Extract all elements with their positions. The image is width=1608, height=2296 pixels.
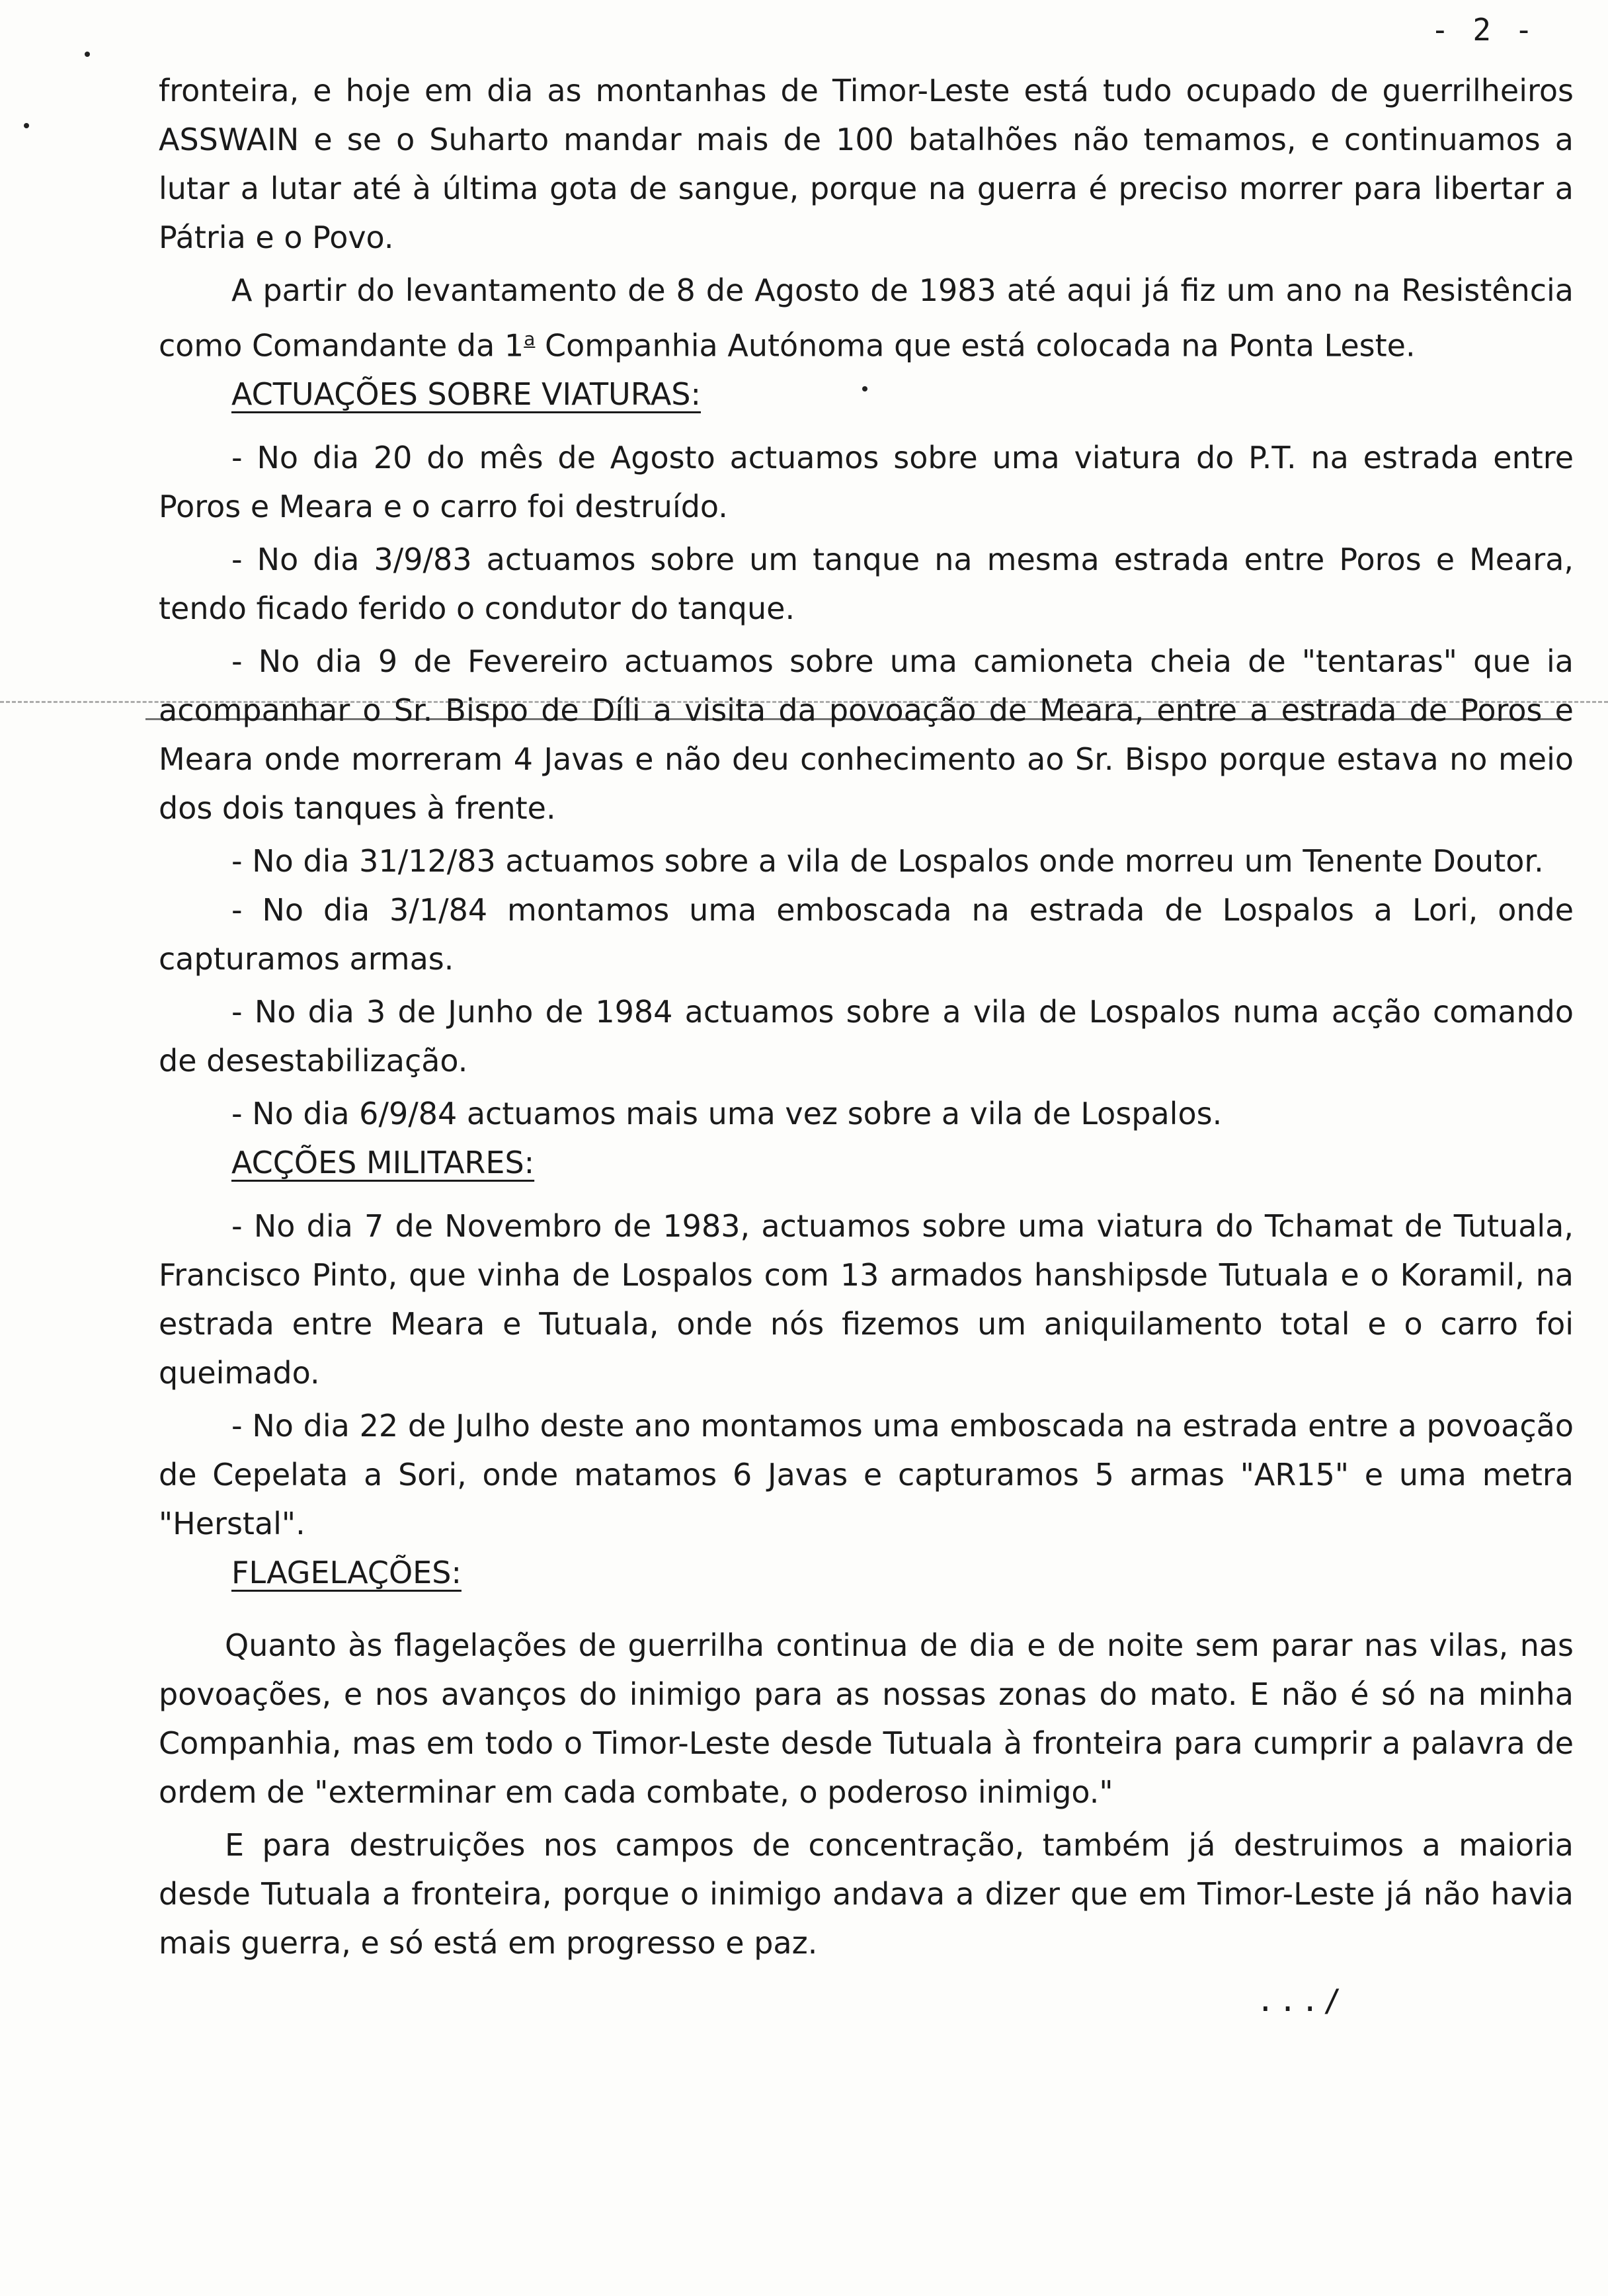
list-item: - No dia 20 do mês de Agosto actuamos sobre uma viatura do P.T. na estrada entre Poros e Meara e o carro foi destruído.: [159, 440, 1574, 525]
scan-speck: [85, 52, 90, 57]
section-heading-militares: ACÇÕES MILITARES:: [231, 1145, 535, 1181]
list-item: - No dia 6/9/84 actuamos mais uma vez sobre a vila de Lospalos.: [231, 1096, 1223, 1132]
paragraph-resistance: [159, 266, 1574, 370]
document-body: [159, 66, 1574, 1967]
scan-speck: [24, 123, 29, 128]
list-item: - No dia 31/12/83 actuamos sobre a vila de Lospalos onde morreu um Tenente Doutor.: [231, 843, 1544, 880]
paragraph-destruicoes: E para destruições nos campos de concentração, também já destruimos a maioria desde Tutuala a fronteira, porque o inimigo andava a dizer que em Timor-Leste já não havia mais guerra, e só está em progresso e paz.: [159, 1827, 1574, 1961]
ordinal-superscript: a: [524, 328, 536, 350]
paragraph-resistance-text-end: Companhia Autónoma que está colocada na Ponta Leste.: [535, 327, 1416, 364]
continuation-mark: .../: [1256, 1983, 1346, 2018]
paragraph-flagelacoes: Quanto às flagelações de guerrilha continua de dia e de noite sem parar nas vilas, nas povoações, e nos avanços do inimigo para as nossas zonas do mato. E não é só na minha Companhia, mas em todo o Timor-Leste desde Tutuala à fronteira para cumprir a palavra de ordem de "exterminar em cada combate, o poderoso inimigo.": [159, 1627, 1574, 1811]
page-number: - 2 -: [1431, 12, 1536, 48]
list-item: - No dia 3/9/83 actuamos sobre um tanque na mesma estrada entre Poros e Meara, tendo ficado ferido o condutor do tanque.: [159, 542, 1574, 627]
paragraph-intro: fronteira, e hoje em dia as montanhas de Timor-Leste está tudo ocupado de guerrilheiros ASSWAIN e se o Suharto mandar mais de 100 batalhões não temamos, e continuamos a lutar a lutar até à última gota de sangue, porque na guerra é preciso morrer para libertar a Pátria e o Povo.: [159, 73, 1574, 255]
list-item: - No dia 7 de Novembro de 1983, actuamos sobre uma viatura do Tchamat de Tutuala, Francisco Pinto, que vinha de Lospalos com 13 armados hanshipsde Tutuala e o Koramil, na estrada entre Meara e Tutuala, onde nós fizemos um aniquilamento total e o carro foi queimado.: [159, 1208, 1574, 1391]
paragraph-resistance-text: A partir do levantamento de 8 de Agosto de 1983 até aqui já fiz um ano na Resistência como Comandante da 1: [159, 272, 1574, 364]
section-heading-viaturas: ACTUAÇÕES SOBRE VIATURAS:: [231, 376, 701, 413]
list-item: - No dia 9 de Fevereiro actuamos sobre uma camioneta cheia de "tentaras" que ia acompanhar o Sr. Bispo de Díli a visita da povoação de Meara, entre a estrada de Poros e Meara onde morreram 4 Javas e não deu conhecimento ao Sr. Bispo porque estava no meio dos dois tanques à frente.: [159, 643, 1574, 827]
list-item: - No dia 22 de Julho deste ano montamos uma emboscada na estrada entre a povoação de Cepelata a Sori, onde matamos 6 Javas e capturamos 5 armas "AR15" e uma metra "Herstal".: [159, 1408, 1574, 1542]
list-item: - No dia 3/1/84 montamos uma emboscada na estrada de Lospalos a Lori, onde capturamos armas.: [159, 892, 1574, 977]
list-item: - No dia 3 de Junho de 1984 actuamos sobre a vila de Lospalos numa acção comando de desestabilização.: [159, 994, 1574, 1079]
section-heading-flagelacoes: FLAGELAÇÕES:: [231, 1555, 462, 1591]
